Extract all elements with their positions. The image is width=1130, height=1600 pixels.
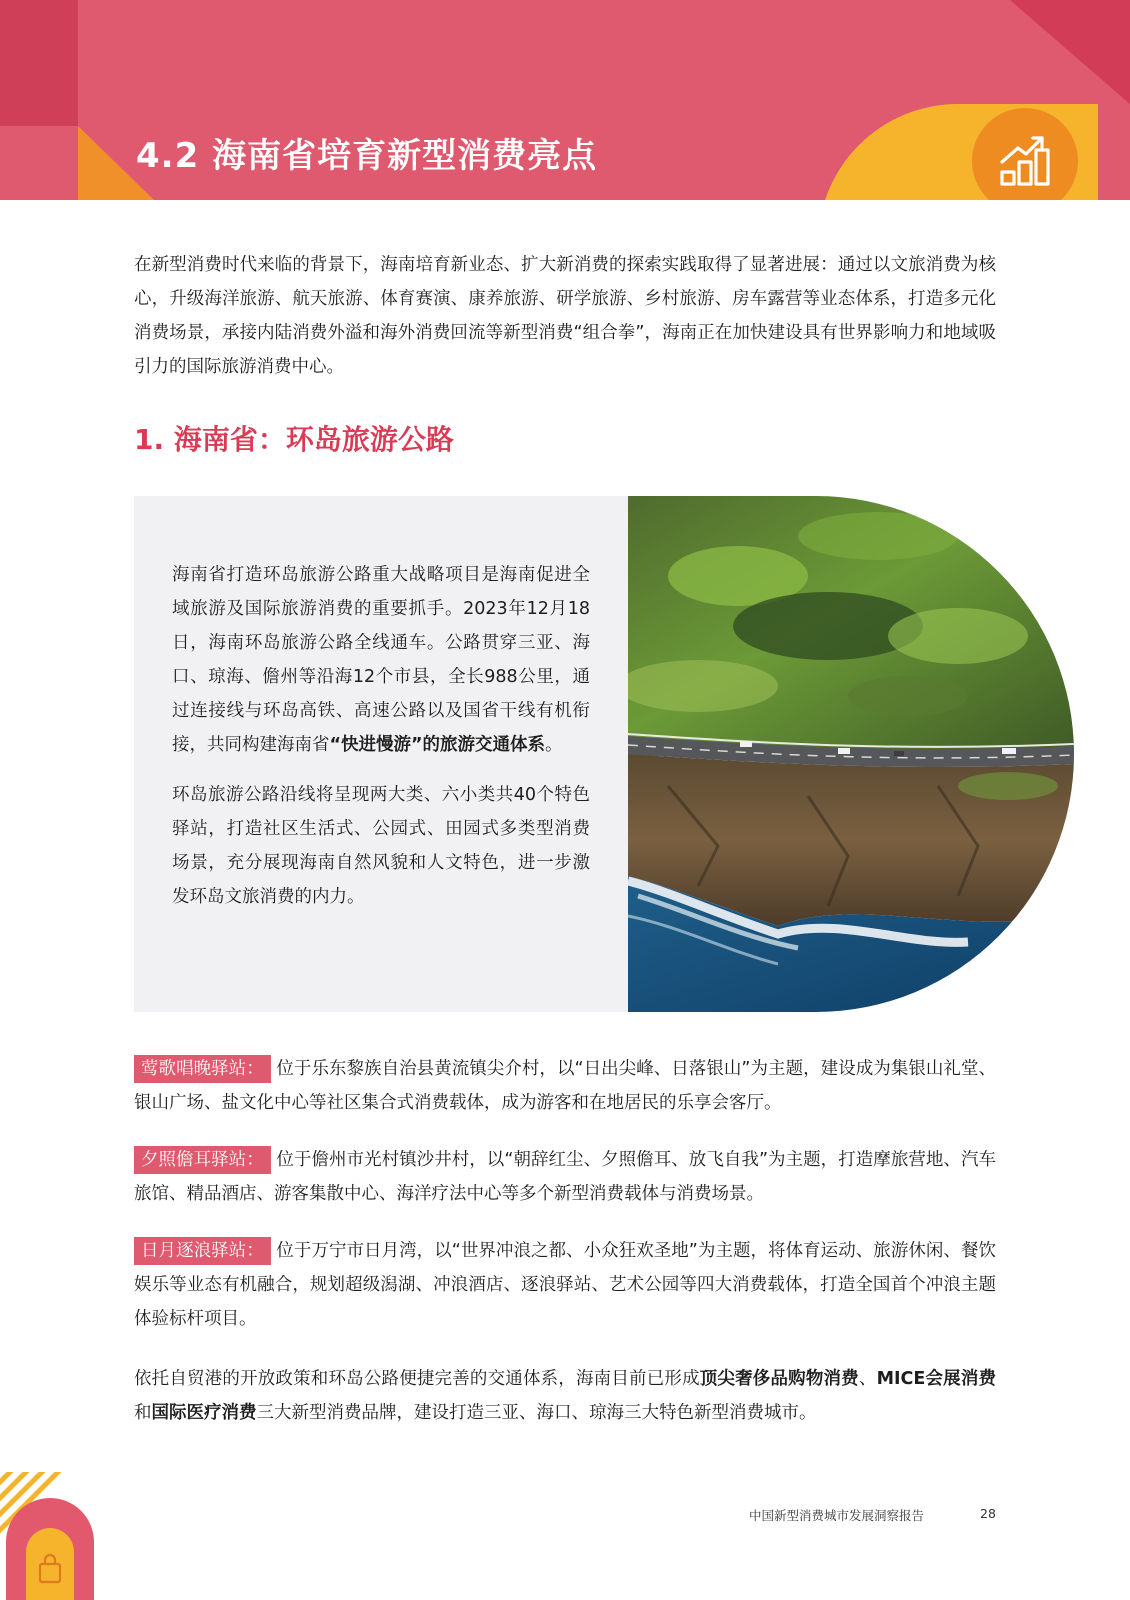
- footer-report-title: 中国新型消费城市发展洞察报告: [748, 1508, 924, 1523]
- photo-illustration: [628, 496, 1074, 1012]
- header-decor-block: [0, 0, 78, 126]
- feature-paragraph-2: 环岛旅游公路沿线将呈现两大类、六小类共40个特色驿站，打造社区生活式、公园式、田园式多类型消费场景，充分展现海南自然风貌和人文特色，进一步激发环岛文旅消费的内力。: [172, 785, 590, 907]
- closing-highlight-mice: MICE会展消费: [876, 1369, 997, 1389]
- section-heading: 1. 海南省：环岛旅游公路: [134, 423, 454, 456]
- coastal-road-aerial-photo: [628, 496, 1074, 1012]
- feature-paragraph-1-text: 海南省打造环岛旅游公路重大战略项目是海南促进全域旅游及国际旅游消费的重要抓手。2023年12月18日，海南环岛旅游公路全线通车。公路贯穿三亚、海口、琼海、儋州等沿海12个市县，全长988公里，通过连接线与环岛高铁、高速公路以及国省干线有机衔接，共同构建海南省: [172, 565, 590, 755]
- page-header-banner: [0, 0, 1130, 200]
- footer-corner-decoration: [0, 1472, 100, 1600]
- closing-text: 和: [134, 1403, 152, 1423]
- station-tag: 莺歌唱晚驿站：: [134, 1055, 271, 1083]
- station-item-1: [134, 1052, 996, 1120]
- station-description: 位于万宁市日月湾，以“世界冲浪之都、小众狂欢圣地”为主题，将体育运动、旅游休闲、餐饮娱乐等业态有机融合，规划超级潟湖、冲浪酒店、逐浪驿站、艺术公园等四大消费载体，打造全国首个冲浪主题体验标杆项目。: [134, 1241, 996, 1329]
- closing-text: 依托自贸港的开放政策和环岛公路便捷完善的交通体系，海南目前已形成: [134, 1369, 700, 1389]
- station-item-3: [134, 1234, 996, 1336]
- feature-text: [172, 558, 590, 914]
- intro-paragraph: 在新型消费时代来临的背景下，海南培育新业态、扩大新消费的探索实践取得了显著进展：通过以文旅消费为核心，升级海洋旅游、航天旅游、体育赛演、康养旅游、研学旅游、乡村旅游、房车露营等业态体系，打造多元化消费场景，承接内陆消费外溢和海外消费回流等新型消费“组合拳”，海南正在加快建设具有世界影响力和地域吸引力的国际旅游消费中心。: [134, 255, 996, 377]
- feature-paragraph-1: [172, 558, 590, 762]
- closing-highlight-medical: 国际医疗消费: [151, 1403, 257, 1423]
- closing-text: 三大新型消费品牌，建设打造三亚、海口、琼海三大特色新型消费城市。: [256, 1403, 817, 1423]
- station-description: 位于乐东黎族自治县黄流镇尖介村，以“日出尖峰、日落银山”为主题，建设成为集银山礼堂、银山广场、盐文化中心等社区集合式消费载体，成为游客和在地居民的乐享会客厅。: [134, 1059, 996, 1113]
- station-description: 位于儋州市光村镇沙井村，以“朝辞红尘、夕照儋耳、放飞自我”为主题，打造摩旅营地、汽车旅馆、精品酒店、游客集散中心、海洋疗法中心等多个新型消费载体与消费场景。: [134, 1150, 996, 1204]
- station-item-2: [134, 1143, 996, 1211]
- feature-paragraph-1-end: 。: [545, 735, 563, 755]
- station-tag: 夕照儋耳驿站：: [134, 1146, 271, 1174]
- page-title: 4.2 海南省培育新型消费亮点: [136, 136, 598, 176]
- closing-text: 、: [858, 1369, 877, 1389]
- closing-paragraph: [134, 1362, 996, 1430]
- closing-highlight-luxury: 顶尖奢侈品购物消费: [699, 1369, 859, 1389]
- feature-box: [134, 496, 1074, 1012]
- station-tag: 日月逐浪驿站：: [134, 1237, 271, 1265]
- growth-chart-icon: [996, 132, 1054, 190]
- page-number: 28: [980, 1506, 996, 1521]
- header-decor-corner: [1010, 0, 1130, 104]
- feature-highlight: “快进慢游”的旅游交通体系: [329, 735, 546, 755]
